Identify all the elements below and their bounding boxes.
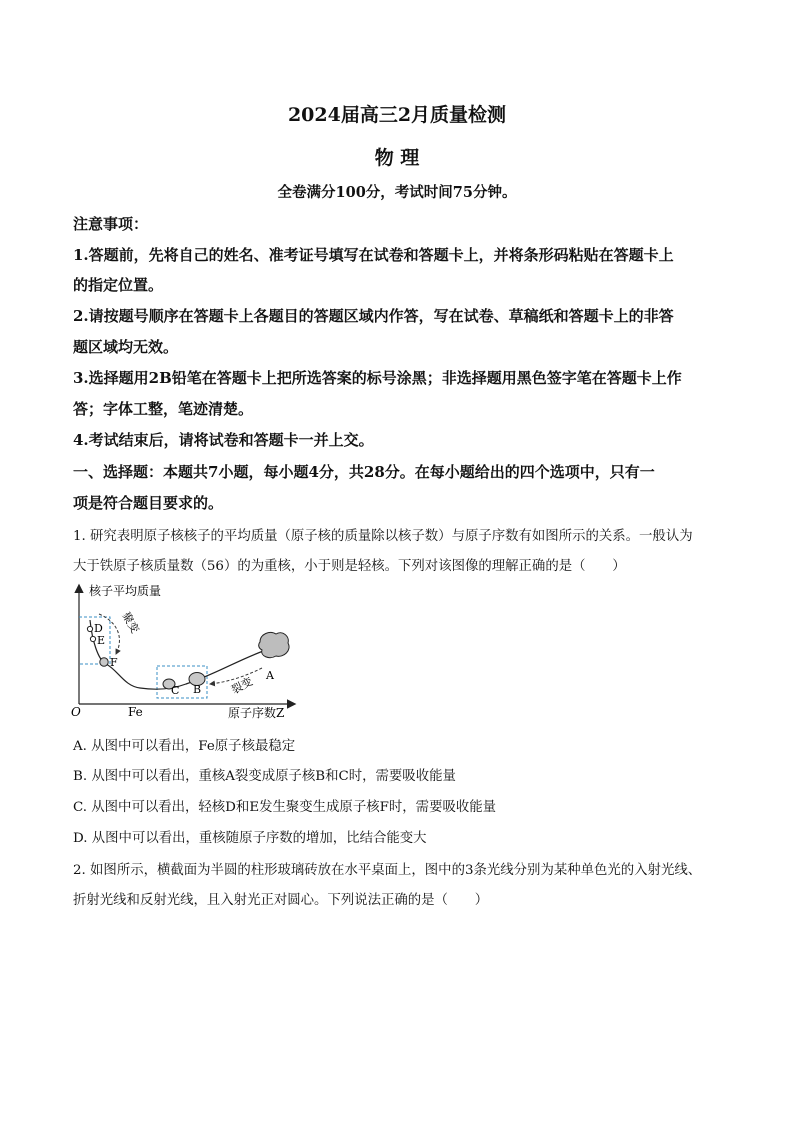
fusion-label: 聚变 (119, 610, 142, 636)
question-stem: 2. 如图所示，横截面为半圆的柱形玻璃砖放在水平桌面上，图中的3条光线分别为某种单色光的入射光线、 (73, 863, 702, 878)
section-heading: 一、选择题：本题共7小题，每小题4分，共28分。在每小题给出的四个选项中，只有一 (73, 463, 655, 481)
nuclear-mass-graph (66, 580, 306, 720)
nucleus-a-icon (259, 632, 289, 657)
notice-line: 3.选择题用2B铅笔在答题卡上把所选答案的标号涂黑；非选择题用黑色签字笔在答题卡上作 (73, 369, 682, 387)
subject-title: 物 理 (374, 147, 420, 169)
fe-label: Fe (128, 705, 143, 719)
notice-line: 题区域均无效。 (73, 338, 179, 356)
notice-line: 4.考试结束后，请将试卷和答题卡一并上交。 (73, 431, 374, 449)
fission-label: 裂变 (229, 674, 255, 697)
notice-line: 的指定位置。 (73, 276, 164, 294)
nucleus-f-label: F (110, 656, 118, 669)
nucleus-a-label: A (266, 669, 274, 682)
notice-heading: 注意事项： (73, 215, 149, 233)
option-c: C. 从图中可以看出，轻核D和E发生聚变生成原子核F时，需要吸收能量 (73, 800, 497, 815)
nucleus-e-icon (90, 636, 95, 641)
nucleus-f-icon (100, 658, 108, 666)
nucleus-d-icon (87, 626, 92, 631)
exam-info: 全卷满分100分，考试时间75分钟。 (277, 184, 517, 201)
nucleus-e-label: E (97, 634, 106, 647)
option-a: A. 从图中可以看出，Fe原子核最稳定 (73, 739, 296, 754)
option-b: B. 从图中可以看出，重核A裂变成原子核B和C时，需要吸收能量 (73, 769, 456, 784)
origin-label: O (71, 705, 81, 719)
nucleus-b-label: B (193, 683, 202, 696)
exam-title: 2024届高三2月质量检测 (287, 104, 507, 126)
notice-line: 2.请按题号顺序在答题卡上各题目的答题区域内作答，写在试卷、草稿纸和答题卡上的非答 (73, 307, 674, 325)
x-axis-label: 原子序数Z (228, 706, 285, 720)
nucleus-c-label: C (171, 684, 180, 697)
notice-line: 答；字体工整，笔迹清楚。 (73, 400, 254, 418)
question-stem: 大于铁原子核质量数（56）的为重核，小于则是轻核。下列对该图像的理解正确的是（ ） (73, 559, 626, 574)
section-heading-cont: 项是符合题目要求的。 (73, 494, 224, 512)
notice-line: 1.答题前，先将自己的姓名、准考证号填写在试卷和答题卡上，并将条形码粘贴在答题卡上 (73, 246, 674, 264)
option-d: D. 从图中可以看出，重核随原子序数的增加，比结合能变大 (73, 831, 427, 846)
nucleus-d-label: D (94, 622, 103, 635)
y-axis-label: 核子平均质量 (89, 584, 162, 598)
question-stem: 折射光线和反射光线，且入射光正对圆心。下列说法正确的是（ ） (73, 893, 489, 908)
question-stem: 1. 研究表明原子核核子的平均质量（原子核的质量除以核子数）与原子序数有如图所示的关系。一般认为 (73, 529, 693, 544)
